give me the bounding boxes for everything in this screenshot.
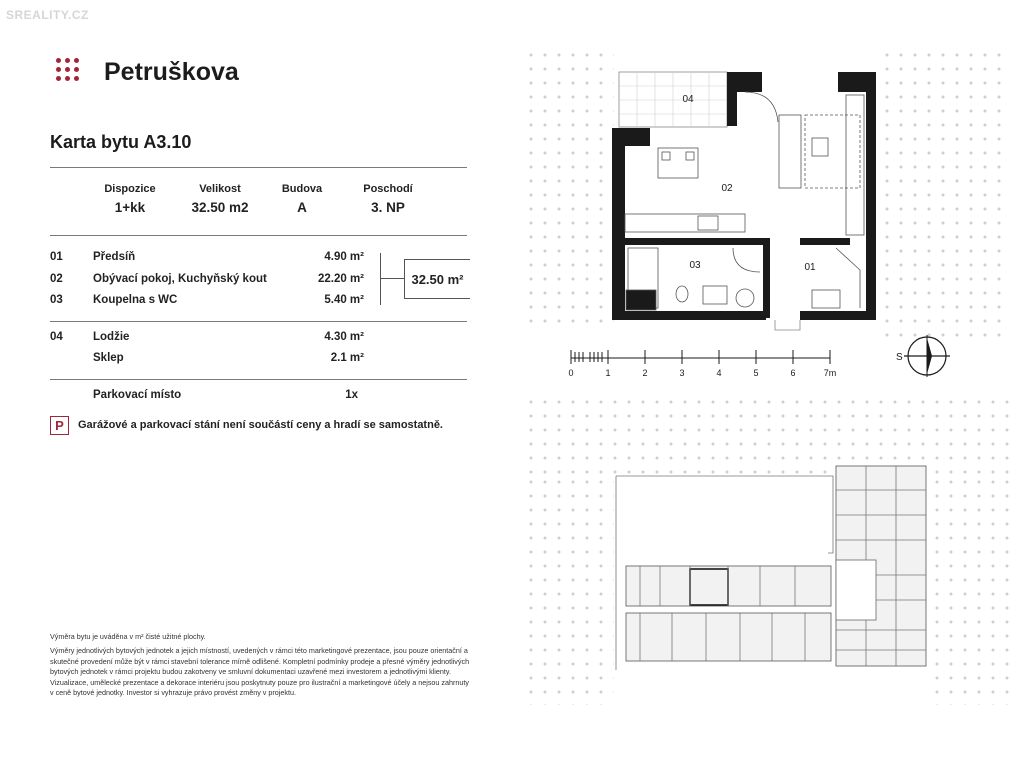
room-number: 03 [50,294,63,306]
room-name: Obývací pokoj, Kuchyňský kout [93,273,267,285]
scale-label: 4 [716,368,722,378]
dispozice-label: Dispozice [104,183,156,195]
footnote-disclaimer: Výměry jednotlivých bytových jednotek a jejich místností, uvedených v rámci této marketingové prezentace, jsou pouze orientační a skutečné provedení může být v rámci stavební tolerance mírně odlišené. Kompletní podmínky prodeje a přesné výměry jednotlivých bytových jednotek v rámci projektu budou zakotveny ve smluvní dokumentaci uzavřené mezi investorem a jednotlivými klienty. Vizualizace, umělecké prezentace a dekorace interiéru jsou poskytnuty pouze pro ilustrační a marketingové účely a nejsou zahrnuty v ceně bytové jednotky. Investor si vyhrazuje právo provést změny v projektu. [50,646,470,698]
room-name: Lodžie [93,331,130,343]
scale-label: 3 [679,368,685,378]
room-area: 2.1 m² [330,352,364,364]
brand-name: Petruškova [104,58,239,86]
parking-icon: P [50,416,69,435]
room-number: 02 [50,273,63,285]
page-title: Karta bytu A3.10 [50,132,192,152]
scale-label: 0 [568,368,574,378]
scale-label: 1 [605,368,611,378]
scale-bar [571,350,830,364]
parking-note: Garážové a parkovací stání není součástí ceny a hradí se samostatně. [78,419,443,431]
parking-label: Parkovací místo [93,389,182,401]
room-number: 04 [50,331,63,343]
velikost-label: Velikost [199,183,241,195]
footnote-area: Výměra bytu je uváděna v m² čisté užitné plochy. [50,632,206,641]
room-label-03: 03 [689,260,701,271]
compass-label: S [896,352,903,363]
room-name: Předsíň [93,251,136,263]
room-label-01: 01 [804,262,816,273]
room-label-02: 02 [721,183,733,194]
room-area: 4.90 m² [324,251,364,263]
room-name: Sklep [93,352,124,364]
room-area: 4.30 m² [324,331,364,343]
building-key-plan [616,466,926,670]
compass-icon [904,335,950,377]
scale-label: 2 [642,368,648,378]
budova-value: A [297,200,307,215]
velikost-value: 32.50 m2 [191,200,249,215]
room-area: 22.20 m² [317,273,364,285]
poschodi-label: Poschodí [363,183,413,195]
room-name: Koupelna s WC [93,294,178,306]
room-area: 5.40 m² [324,294,364,306]
rooms-total: 32.50 m² [404,259,470,299]
budova-label: Budova [281,183,323,195]
scale-label: 7m [823,368,837,378]
dispozice-value: 1+kk [114,200,146,215]
parking-value: 1x [345,389,358,401]
poschodi-value: 3. NP [371,200,405,215]
room-label-04: 04 [682,94,694,105]
scale-label: 5 [753,368,759,378]
loggia [619,72,727,127]
watermark: SREALITY.CZ [6,8,89,22]
room-number: 01 [50,251,63,263]
scale-label: 6 [790,368,796,378]
